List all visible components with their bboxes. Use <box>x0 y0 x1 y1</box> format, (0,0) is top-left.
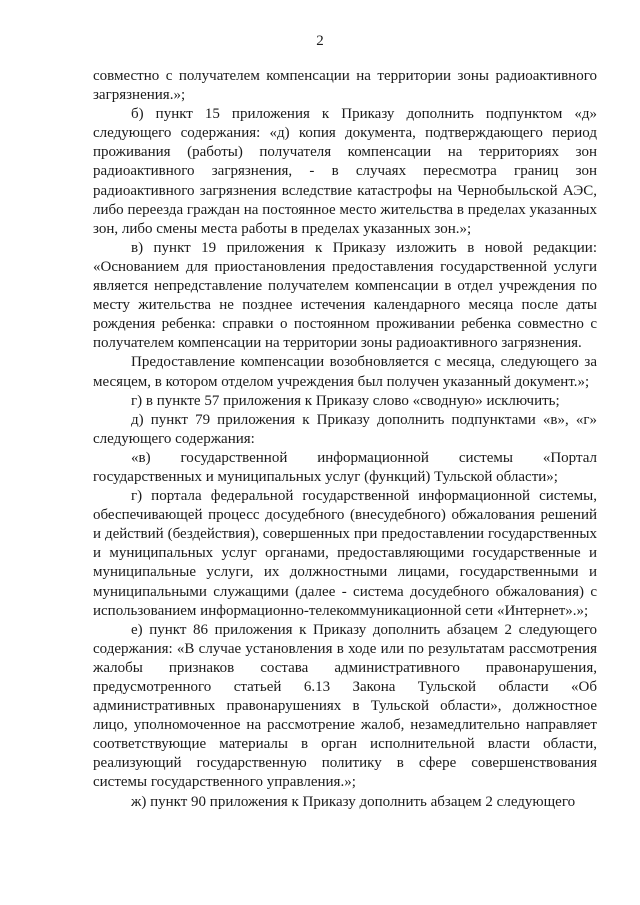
paragraph-item-d: д) пункт 79 приложения к Приказу дополнить подпунктами «в», «г» следующего содержания: <box>93 411 597 447</box>
paragraph-item-v: в) пункт 19 приложения к Приказу изложить в новой редакции: «Основанием для приостановления предоставления государственной услуги является непредставление получателем компенсации в отдел учреждения по месту жительства не позднее истечения календарного месяца после даты рождения ребенка: справки о постоянном проживании ребенка совместно с получателем компенсации на территории зоны радиоактивного загрязнения. <box>93 239 597 352</box>
paragraph-resumption: Предоставление компенсации возобновляется с месяца, следующего за месяцем, в котором отделом учреждения был получен указанный документ.»; <box>93 354 597 390</box>
paragraph-item-g: г) в пункте 57 приложения к Приказу слово «сводную» исключить; <box>131 392 560 409</box>
paragraph-subitem-g: г) портала федеральной государственной информационной системы, обеспечивающей процесс досудебного (внесудебного) обжалования решений и действий (бездействия), совершенных при предоставлении государственных и муниципальных услуг органами, предоставляющими государственные и муниципальные услуги, их должностными лицами, государственными и муниципальными служащими (далее - система досудебного обжалования) с использованием информационно-телекоммуникационной сети «Интернет».»; <box>93 488 597 619</box>
paragraph-item-b: б) пункт 15 приложения к Приказу дополнить подпунктом «д» следующего содержания: «д) копия документа, подтверждающего период проживания (работы) получателя компенсации на территориях зон радиоактивного загрязнения, - в случаях пересмотра границ зон радиоактивного загрязнения вследствие катастрофы на Чернобыльской АЭС, либо переезда граждан на постоянное место жительства в пределах указанных зон, либо смены места работы в пределах указанных зон.»; <box>93 106 597 237</box>
paragraph-item-e: е) пункт 86 приложения к Приказу дополнить абзацем 2 следующего содержания: «В случае установления в ходе или по результатам рассмотрения жалобы признаков состава административного правонарушения, предусмотренного статьей 6.13 Закона Тульской области «Об административных правонарушениях в Тульской области», должностное лицо, уполномоченное на рассмотрение жалоб, незамедлительно направляет соответствующие материалы в орган исполнительной власти области, реализующий государственную политику в сфере совершенствования системы государственного управления.»; <box>93 621 597 791</box>
document-body <box>93 67 597 812</box>
paragraph-item-zh: ж) пункт 90 приложения к Приказу дополнить абзацем 2 следующего <box>131 793 576 810</box>
paragraph-subitem-v: «в) государственной информационной системы «Портал государственных и муниципальных услуг (функций) Тульской области»; <box>93 449 597 485</box>
paragraph-continuation: совместно с получателем компенсации на территории зоны радиоактивного загрязнения.»; <box>93 68 597 104</box>
page-number: 2 <box>316 33 324 49</box>
